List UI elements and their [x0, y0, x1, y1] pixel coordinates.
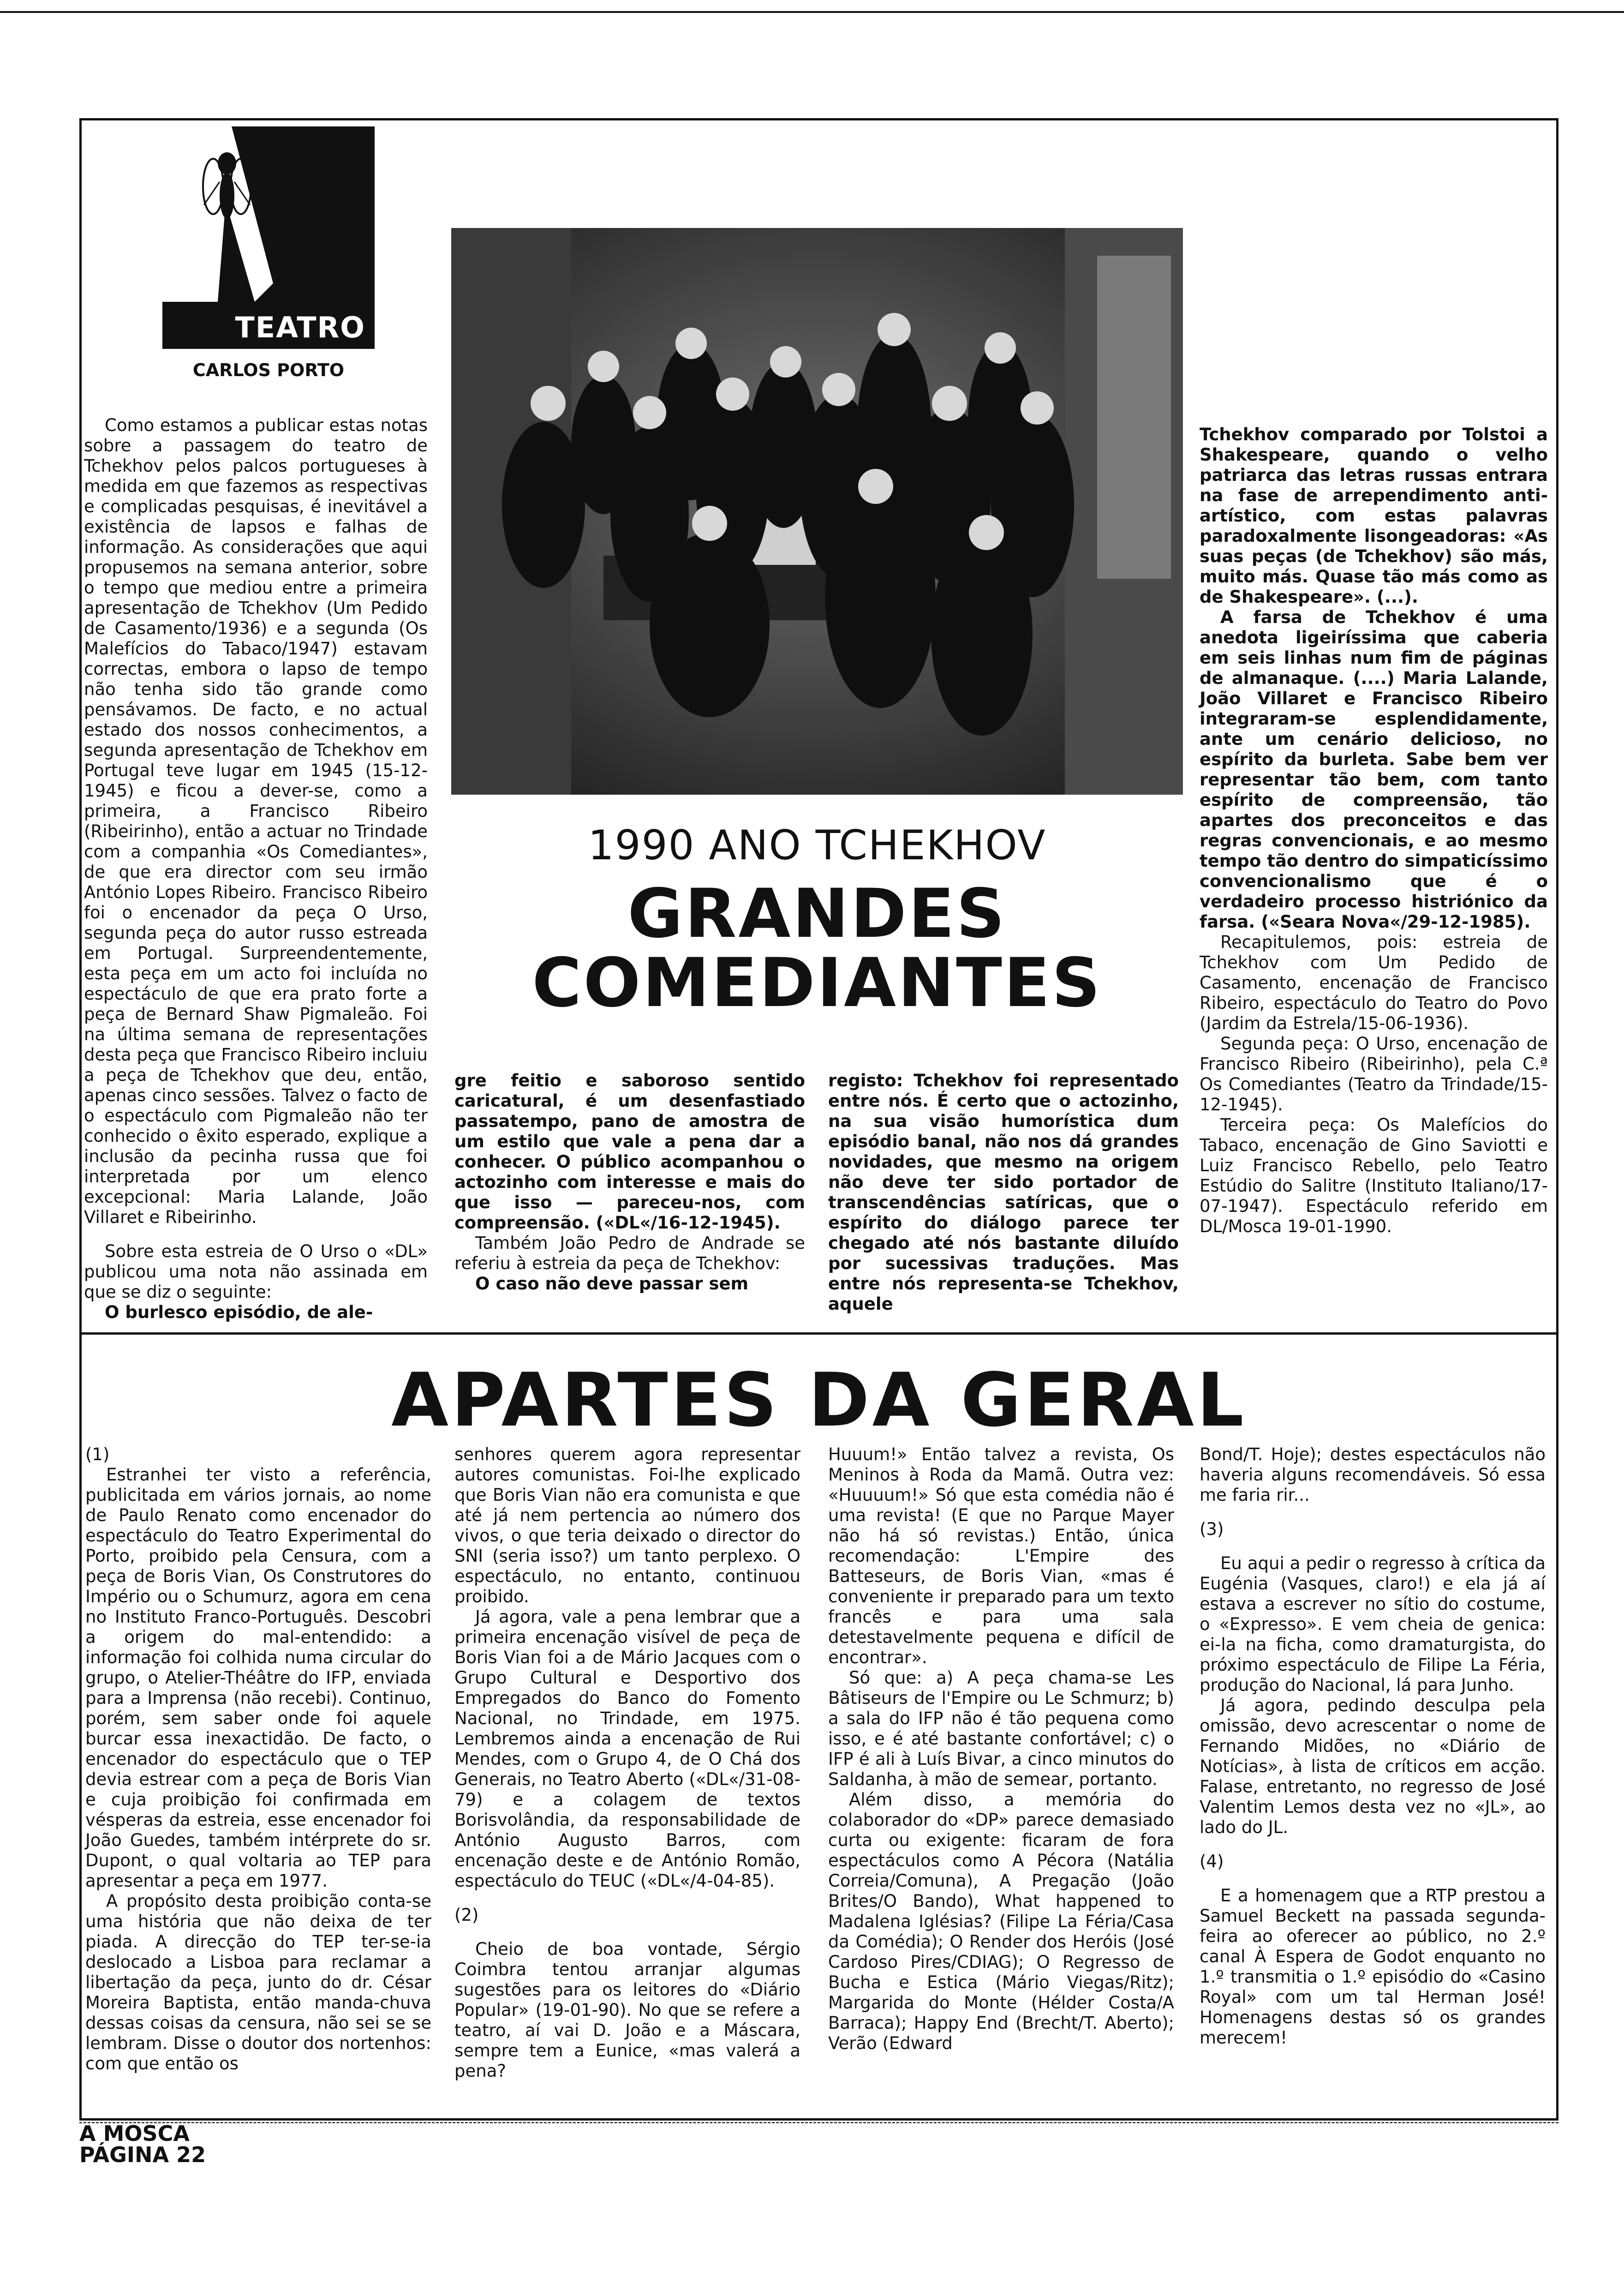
article-column-1: [79, 415, 428, 1323]
footer-rule: [79, 2122, 1558, 2125]
article-column-2: [454, 1071, 805, 1294]
paragraph: E a homenagem que a RTP prestou a Samuel Beckett na passada segunda-feira ao oferecer ao público, no 2.º canal À Espera de Godot enquanto no 1.º transmitia o 1.º episódio do «Casino Royal» com um tal Herman José! Homenagens destas só os grandes merecem!: [1200, 1886, 1546, 2048]
page-number: PÁGINA 22: [79, 2142, 206, 2167]
top-rule: [0, 11, 1624, 13]
paragraph: gre feitio e saboroso sentido caricatural, é um desenfastiado passatempo, pano de amostra de um estilo que vale a pena dar a conhecer. O público acompanhou o actozinho com interesse e mais do que isso — pareceu-nos, com compreensão. («DL«/16-12-1945).: [454, 1071, 805, 1233]
paragraph: Além disso, a memória do colaborador do «DP» parece demasiado curta ou exigente: ficaram de fora espectáculos como A Pécora (Natália Correia/Comuna), A Pregação (João Brites/O Bando), What happened to Madalena Iglésias? (Filipe La Féria/Casa da Comédia); O Render dos Heróis (José Cardoso Pires/CDIAG); O Regresso de Bucha e Estica (Mário Viegas/Ritz); Margarida do Monte (Hélder Costa/A Barraca); Happy End (Brecht/T. Aberto); Verão (Edward: [828, 1790, 1174, 2053]
paragraph: Como estamos a publicar estas notas sobre a passagem do teatro de Tchekhov pelos palcos portugueses à medida em que fazemos as respectivas e complicadas pesquisas, é inevitável a existência de lapsos e falhas de informação. As considerações que aqui propusemos na semana anterior, sobre o tempo que mediou entre a primeira apresentação de Tchekhov (Um Pedido de Casamento/1936) e a segunda (Os Malefícios do Tabaco/1947) estavam correctas, embora o lapso de tempo não tenha sido tão grande como pensávamos. De facto, e no actual estado dos nossos conhecimentos, a segunda apresentação de Tchekhov em Portugal teve lugar em 1945 (15-12-1945) e ficou a dever-se, como a primeira, a Francisco Ribeiro (Ribeirinho), então a actuar no Trindade com a companhia «Os Comediantes», de que era director com seu irmão António Lopes Ribeiro. Francisco Ribeiro foi o encenador da peça O Urso, segunda peça do autor russo estreada em Portugal. Surpreendentemente, esta peça em um acto foi incluída no espectáculo de que era prato forte a peça de Bernard Shaw Pigmaleão. Foi na última semana de representações desta peça que Francisco Ribeiro incluiu a peça de Tchekhov que deu, então, apenas cinco sessões. Talvez o facto de o espectáculo com Pigmaleão não ter conhecido o êxito esperado, explique a inclusão da pecinha russa que foi interpretada por um elenco excepcional: Maria Lalande, João Villaret e Ribeirinho.: [84, 415, 428, 1227]
section-number: (1): [85, 1444, 110, 1464]
section-number: (4): [1200, 1852, 1224, 1871]
apartes-column-2: [454, 1444, 800, 2081]
paragraph: Bond/T. Hoje); destes espectáculos não haveria alguns recomendáveis. Só essa me faria rir...: [1200, 1444, 1546, 1505]
section-number: (2): [454, 1905, 479, 1925]
headline-line-2: COMEDIANTES: [532, 944, 1102, 1022]
article-column-4: [1200, 425, 1548, 1237]
apartes-column-3: [828, 1444, 1174, 2054]
paragraph: Cheio de boa vontade, Sérgio Coimbra tentou arranjar algumas sugestões para os leitores do «Diário Popular» (19-01-90). No que se refere a teatro, aí vai D. João e a Máscara, sempre tem a Eunice, «mas valerá a pena?: [454, 1939, 800, 2081]
paragraph: registo: Tchekhov foi representado entre nós. É certo que o actozinho, na sua visão humorística dum episódio banal, não nos dá grandes novidades, que mesmo na origem não deve ter sido portador de transcendências satíricas, que o espírito do diálogo parece ter chegado até nós bastante diluído por sucessivas traduções. Mas entre nós representa-se Tchekhov, aquele: [828, 1071, 1179, 1314]
paragraph: A propósito desta proibição conta-se uma história que não deixa de ter piada. A direcção do TEP ter-se-ia deslocado a Lisboa para reclamar a libertação da peça, junto do dr. César Moreira Baptista, então manda-chuva dessas coisas da censura, não sei se se lembram. Disse o doutor dos nortenhos: com que então os: [85, 1891, 431, 2073]
group-photo: [451, 228, 1183, 795]
paragraph: Só que: a) A peça chama-se Les Bâtiseurs de l'Empire ou Le Schmurz; b) a sala do IFP não é tão pequena como isso, e é até bastante confortável; c) o IFP é ali à Luís Bivar, a cinco minutos do Saldanha, à mão de semear, portanto.: [828, 1668, 1174, 1789]
paragraph: Huuum!» Então talvez a revista, Os Meninos à Roda da Mamã. Outra vez: «Huuuum!» Só que esta comédia não é uma revista! (E que no Parque Mayer não há só revistas.) Então, única recomendação: L'Empire des Batteseurs, de Boris Vian, «mas é conveniente ir preparado para um texto francês e para uma sala detestavelmente pequena e difícil de encontrar».: [828, 1444, 1174, 1667]
apartes-column-1: [85, 1444, 431, 2074]
fly-icon: [199, 136, 255, 237]
headline-line-1: GRANDES: [627, 875, 1007, 953]
paragraph: Estranhei ter visto a referência, publicitada em vários jornais, ao nome de Paulo Renato como encenador do espectáculo do Teatro Experimental do Porto, proibido pela Censura, com a peça de Boris Vian, Os Construtores do Império ou o Schumurz, agora em cena no Instituto Franco-Português. Descobri a origem do mal-entendido: a informação foi colhida numa circular do grupo, o Atelier-Théâtre do IFP, enviada para a Imprensa (não recebi). Continuo, porém, sem saber onde foi aquele burcar essa inexactidão. De facto, o encenador do espectáculo que o TEP devia estrear com a peça de Boris Vian e cuja proibição foi confirmada em vésperas da estreia, esse encenador foi João Guedes, também intérprete do sr. Dupont, o qual voltaria ao TEP para apresentar a peça em 1977.: [85, 1465, 431, 1891]
group-photo-image: [451, 228, 1183, 795]
author-byline: CARLOS PORTO: [192, 360, 345, 380]
publication-name: A MOSCA: [79, 2121, 190, 2146]
section-logo: [162, 126, 375, 349]
paragraph: Tchekhov comparado por Tolstoi a Shakespeare, quando o velho patriarca das letras russas entrara na fase de arrependimento anti-artístico, com estas palavras paradoxalmente lisongeadoras: «As suas peças (de Tchekhov) são más, muito más. Quase tão más como as de Shakespeare». (...).: [1200, 425, 1548, 607]
paragraph: senhores querem agora representar autores comunistas. Foi-lhe explicado que Boris Vian não era comunista e que até já nem pertencia ao número dos vivos, o que teria deixado o director do SNI (seria isso?) um tanto perplexo. O espectáculo, no entanto, continuou proibido.: [454, 1444, 800, 1606]
wedge-shape: [162, 126, 375, 302]
article-column-3: [828, 1071, 1179, 1314]
page-footer: [79, 2123, 206, 2165]
paragraph: Segunda peça: O Urso, encenação de Francisco Ribeiro (Ribeirinho), pela C.ª Os Comediantes (Teatro da Trindade/15-12-1945).: [1200, 1034, 1548, 1115]
article-headline: [451, 875, 1183, 1022]
paragraph: Recapitulemos, pois: estreia de Tchekhov com Um Pedido de Casamento, encenação de Francisco Ribeiro, espectáculo do Teatro do Povo (Jardim da Estrela/15-06-1936).: [1200, 932, 1548, 1033]
paragraph: Já agora, pedindo desculpa pela omissão, devo acrescentar o nome de Fernando Midões, no «Diário de Notícias», à lista de críticos em acção. Falase, entretanto, no regresso de José Valentim Lemos desta vez no «JL», ao lado do JL.: [1200, 1696, 1546, 1837]
paragraph: Eu aqui a pedir o regresso à crítica da Eugénia (Vasques, claro!) e ela já aí estava a escrever no sítio do costume, o «Expresso». E vem cheia de genica: ei-la na ficha, como dramaturgista, do próximo espectáculo de Filipe La Féria, produção do Nacional, lá para Junho.: [1200, 1553, 1546, 1695]
apartes-column-4: [1200, 1444, 1546, 2048]
paragraph: Sobre esta estreia de O Urso o «DL» publicou uma nota não assinada em que se diz o seguinte:: [84, 1241, 428, 1302]
paragraph: Também João Pedro de Andrade se referiu à estreia da peça de Tchekhov:: [454, 1233, 805, 1273]
article-kicker: 1990 ANO TCHEKHOV: [588, 821, 1046, 869]
paragraph: Terceira peça: Os Malefícios do Tabaco, encenação de Gino Saviotti e Luiz Francisco Rebello, pelo Teatro Estúdio do Salitre (Instituto Italiano/17-07-1947). Espectáculo referido em DL/Mosca 19-01-1990.: [1200, 1115, 1548, 1236]
section-number: (3): [1200, 1519, 1224, 1539]
paragraph: O caso não deve passar sem: [475, 1274, 749, 1294]
paragraph: A farsa de Tchekhov é uma anedota ligeiríssima que caberia em seis linhas num fim de páginas de almanaque. (....) Maria Lalande, João Villaret e Francisco Ribeiro integraram-se esplendidamente, ante um cenário delicioso, no espírito da burleta. Sabe bem ver representar tão bem, com tanto espírito de compreensão, tão apartes dos preconceitos e das regras convencionais, e ao mesmo tempo tão dentro do simpaticíssimo convencionalismo que é o verdadeiro processo histriónico da farsa. («Seara Nova«/29-12-1985).: [1200, 607, 1548, 932]
paragraph: O burlesco episódio, de ale-: [105, 1302, 373, 1322]
section-label: TEATRO: [235, 311, 365, 344]
apartes-title: APARTES DA GERAL: [391, 1357, 1247, 1443]
paragraph: Já agora, vale a pena lembrar que a primeira encenação visível de peça de Boris Vian foi a de Mário Jacques com o Grupo Cultural e Desportivo dos Empregados do Banco do Fomento Nacional, no Trindade, em 1975. Lembremos ainda a encenação de Rui Mendes, com o Grupo 4, de O Chá dos Generais, no Teatro Aberto («DL«/31-08-79) e a colagem de textos Borisvolândia, da responsabilidade de António Augusto Barros, com encenação deste e de António Romão, espectáculo do TEUC («DL«/4-04-85).: [454, 1607, 800, 1891]
